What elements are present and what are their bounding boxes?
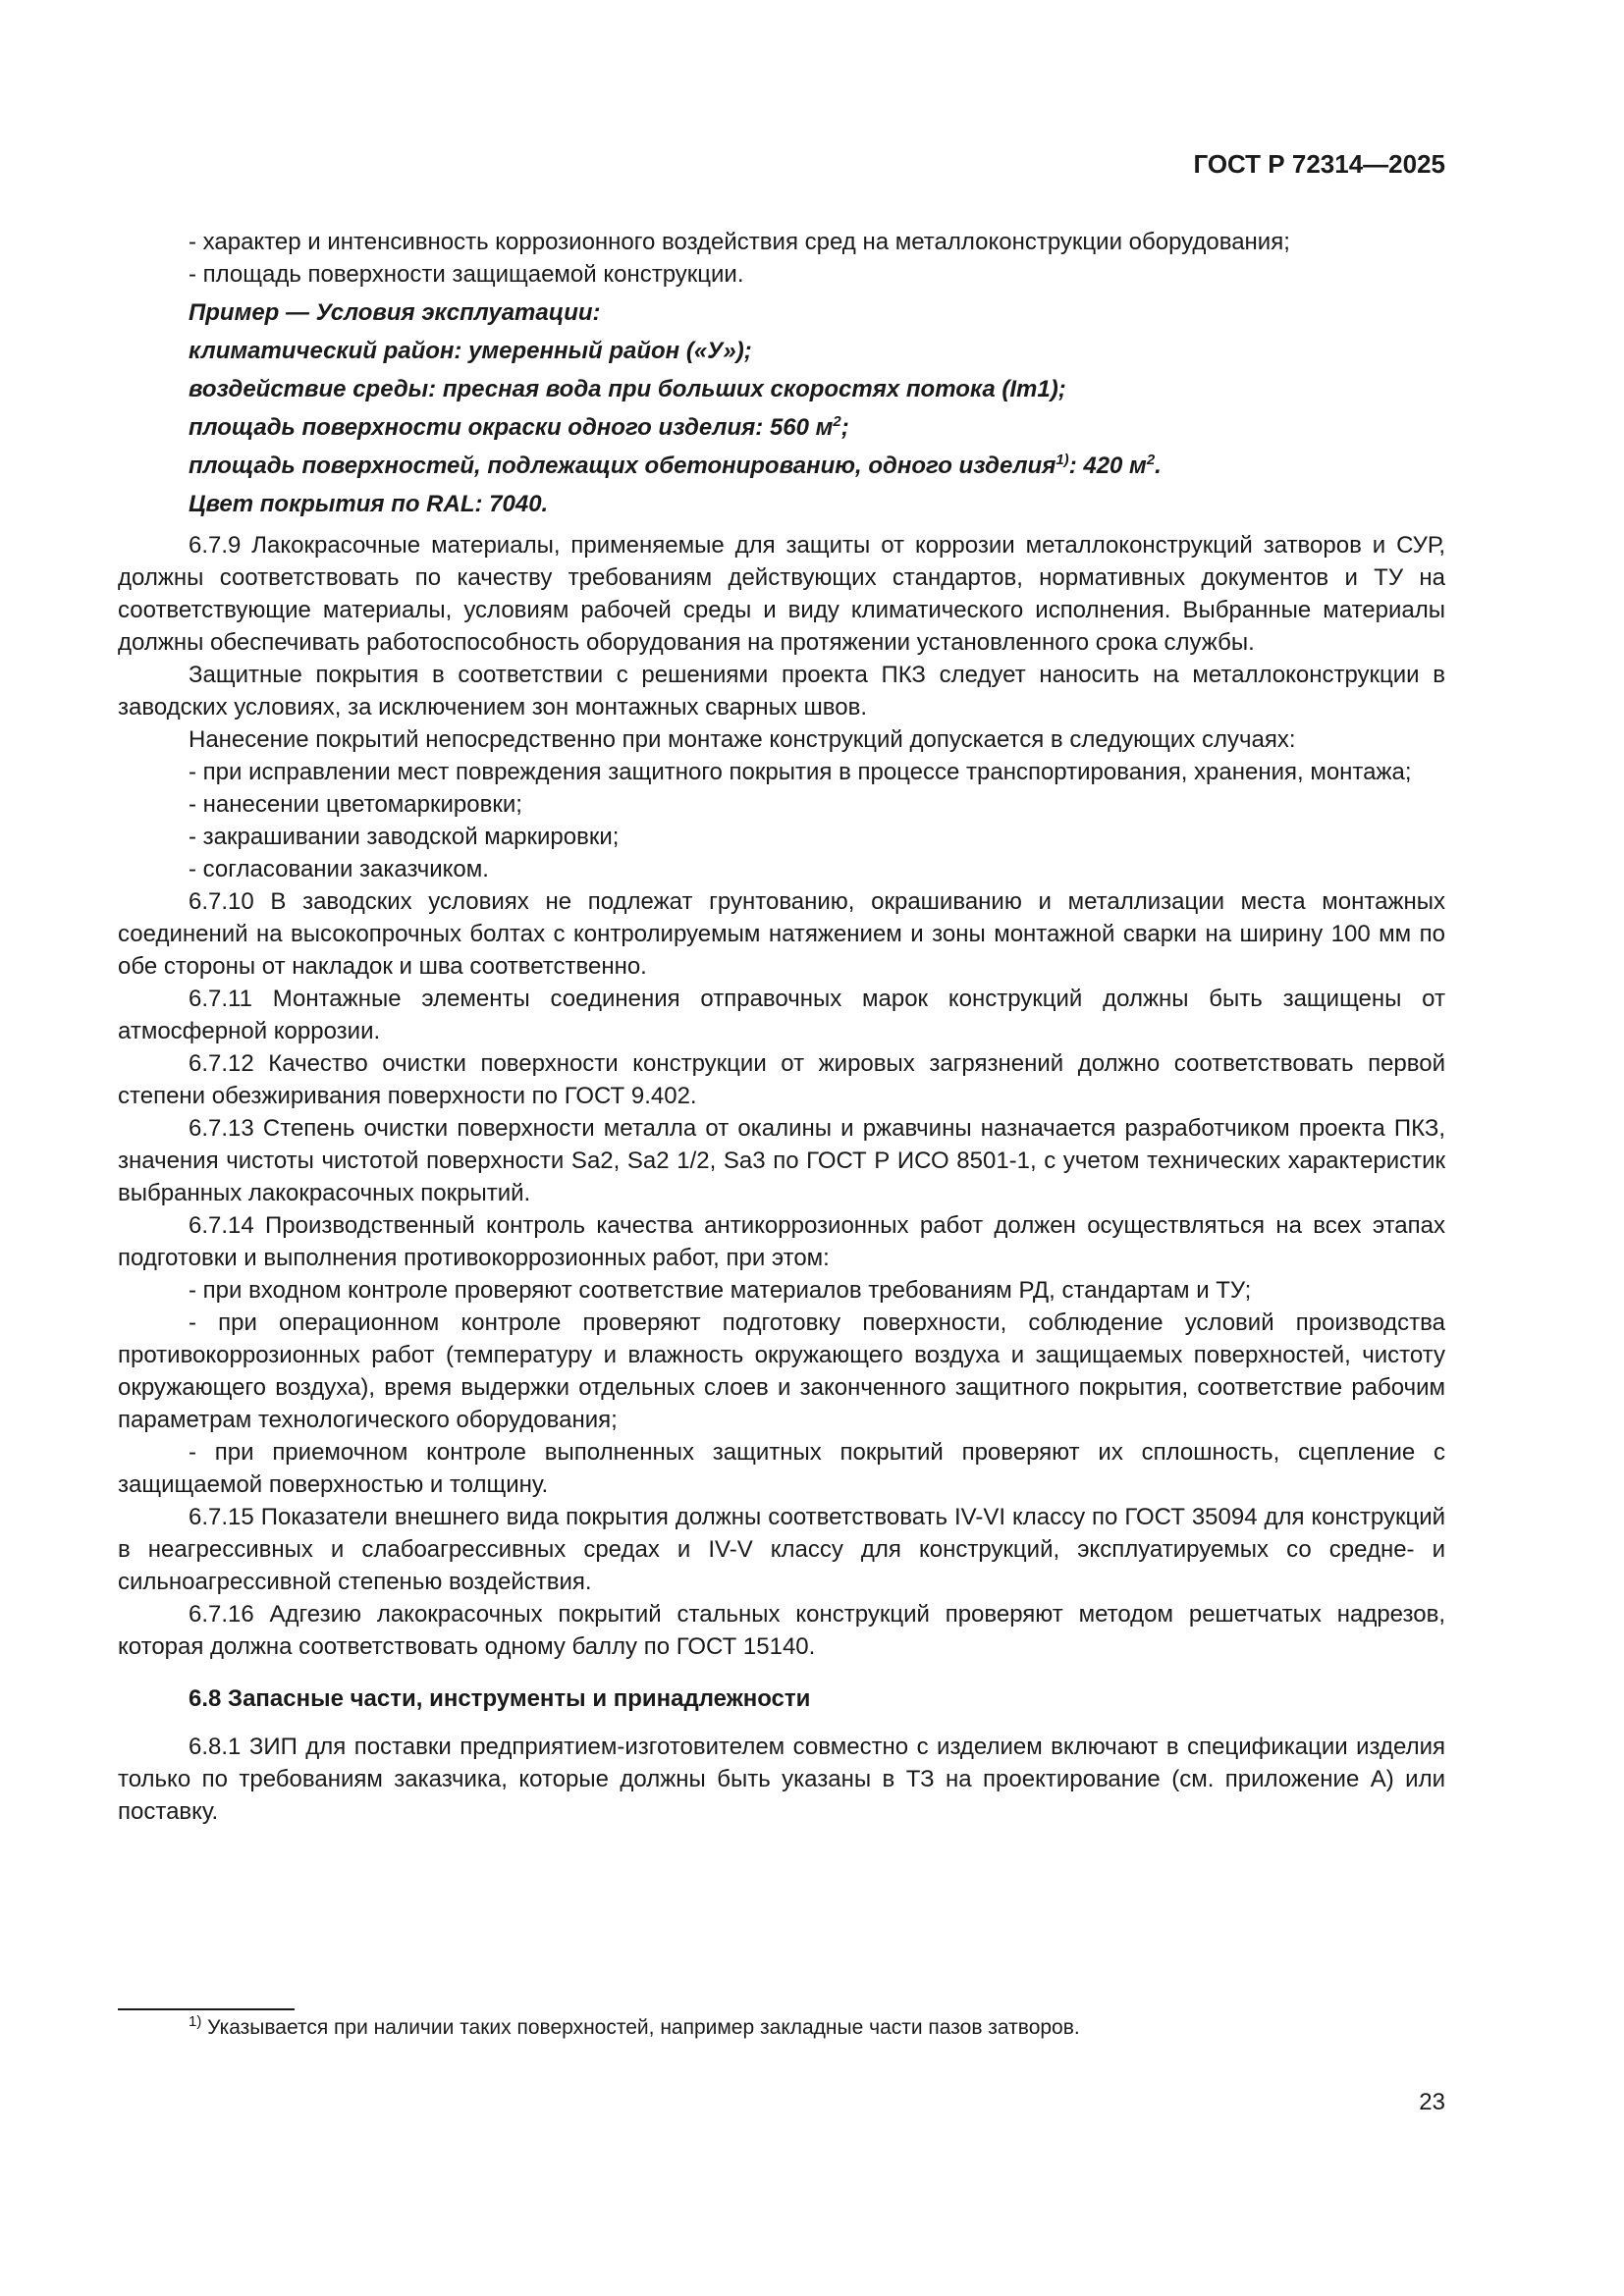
clause-6-7-16: 6.7.16 Адгезию лакокрасочных покрытий стальных конструкций проверяют методом решетчатых надрезов, которая должна соответствовать одному баллу по ГОСТ 15140.	[118, 1601, 1445, 1660]
clause-6-7-15: 6.7.15 Показатели внешнего вида покрытия должны соответствовать IV-VI классу по ГОСТ 35094 для конструкций в неагрессивных и слабоагрессивных средах и IV-V классу для конструкций, эксплуатируемых со средне- и сильноагрессивной степенью воздействия.	[118, 1504, 1445, 1595]
list-item: - согласовании заказчиком.	[189, 856, 489, 882]
example-line: воздействие среды: пресная вода при больших скоростях потока (Im1);	[189, 376, 1066, 402]
page-number: 23	[1419, 2089, 1445, 2115]
list-item: - при приемочном контроле выполненных защитных покрытий проверяют их сплошность, сцепление с защищаемой поверхностью и толщину.	[118, 1439, 1445, 1498]
clause-6-7-11: 6.7.11 Монтажные элементы соединения отправочных марок конструкций должны быть защищены от атмосферной коррозии.	[118, 986, 1445, 1044]
list-item: - нанесении цветомаркировки;	[189, 791, 522, 818]
list-item: - при входном контроле проверяют соответствие материалов требованиям РД, стандартам и ТУ;	[189, 1277, 1252, 1304]
clause-6-7-14: 6.7.14 Производственный контроль качества антикоррозионных работ должен осуществляться на всех этапах подготовки и выполнения противокоррозионных работ, при этом:	[118, 1212, 1445, 1271]
footnote-text: Указывается при наличии таких поверхностей, например закладные части пазов затворов.	[201, 2016, 1080, 2039]
clause-6-7-12: 6.7.12 Качество очистки поверхности конструкции от жировых загрязнений должно соответствовать первой степени обезжиривания поверхности по ГОСТ 9.402.	[118, 1050, 1445, 1109]
example-line: площадь поверхностей, подлежащих обетонированию, одного изделия$^{1)}$: 420 $м^2$.	[189, 452, 1162, 479]
example-line: климатический район: умеренный район («У»);	[189, 338, 752, 364]
list-item: - площадь поверхности защищаемой конструкции.	[189, 261, 744, 288]
document-page	[118, 0, 1445, 2296]
clause-6-7-13: 6.7.13 Степень очистки поверхности металла от окалины и ржавчины назначается разработчиком проекта ПКЗ, значения чистоты чистотой поверхности Sa2, Sa2 1/2, Sa3 по ГОСТ Р ИСО 8501-1, с учетом технических характеристик выбранных лакокрасочных покрытий.	[118, 1115, 1445, 1206]
example-line: Цвет покрытия по RAL: 7040.	[189, 491, 549, 517]
footnote-ref: 1)	[1056, 452, 1069, 468]
example-line: площадь поверхности окраски одного изделия: 560 $м^2$;	[189, 413, 849, 441]
section-heading: 6.8 Запасные части, инструменты и принадлежности	[189, 1685, 811, 1712]
document-id: ГОСТ Р 72314—2025	[1193, 149, 1445, 179]
list-item: - закрашивании заводской маркировки;	[189, 824, 620, 850]
footnote-marker: 1)	[189, 2013, 202, 2030]
example-block	[118, 296, 1445, 521]
footnote	[189, 2013, 1080, 2040]
page-content	[118, 226, 1445, 1828]
paragraph: Нанесение покрытий непосредственно при монтаже конструкций допускается в следующих случаях:	[189, 726, 1296, 753]
clause-6-7-10: 6.7.10 В заводских условиях не подлежат грунтованию, окрашиванию и металлизации места монтажных соединений на высокопрочных болтах с контролируемым натяжением и зоны монтажной сварки на ширину 100 мм по обе стороны от накладок и шва соответственно.	[118, 888, 1445, 980]
list-item: - при исправлении мест повреждения защитного покрытия в процессе транспортирования, хранения, монтажа;	[189, 759, 1412, 785]
list-item: - характер и интенсивность коррозионного воздействия сред на металлоконструкции оборудования;	[189, 229, 1290, 255]
clause-6-8-1: 6.8.1 ЗИП для поставки предприятием-изготовителем совместно с изделием включают в спецификации изделия только по требованиям заказчика, которые должны быть указаны в ТЗ на проектирование (см. приложение А) или поставку.	[118, 1734, 1445, 1825]
footnote-divider	[118, 2008, 295, 2010]
paragraph: Защитные покрытия в соответствии с решениями проекта ПКЗ следует наносить на металлоконструкции в заводских условиях, за исключением зон монтажных сварных швов.	[118, 662, 1445, 721]
list-item: - при операционном контроле проверяют подготовку поверхности, соблюдение условий производства противокоррозионных работ (температуру и влажность окружающего воздуха и защищаемых поверхностей, чистоту окружающего воздуха), время выдержки отдельных слоев и законченного защитного покрытия, соответствие рабочим параметрам технологического оборудования;	[118, 1309, 1445, 1433]
example-title: Пример — Условия эксплуатации:	[189, 299, 601, 326]
clause-6-7-9: 6.7.9 Лакокрасочные материалы, применяемые для защиты от коррозии металлоконструкций затворов и СУР, должны соответствовать по качеству требованиям действующих стандартов, нормативных документов и ТУ на соответствующие материалы, условиям рабочей среды и виду климатического исполнения. Выбранные материалы должны обеспечивать работоспособность оборудования на протяжении установленного срока службы.	[118, 532, 1445, 656]
